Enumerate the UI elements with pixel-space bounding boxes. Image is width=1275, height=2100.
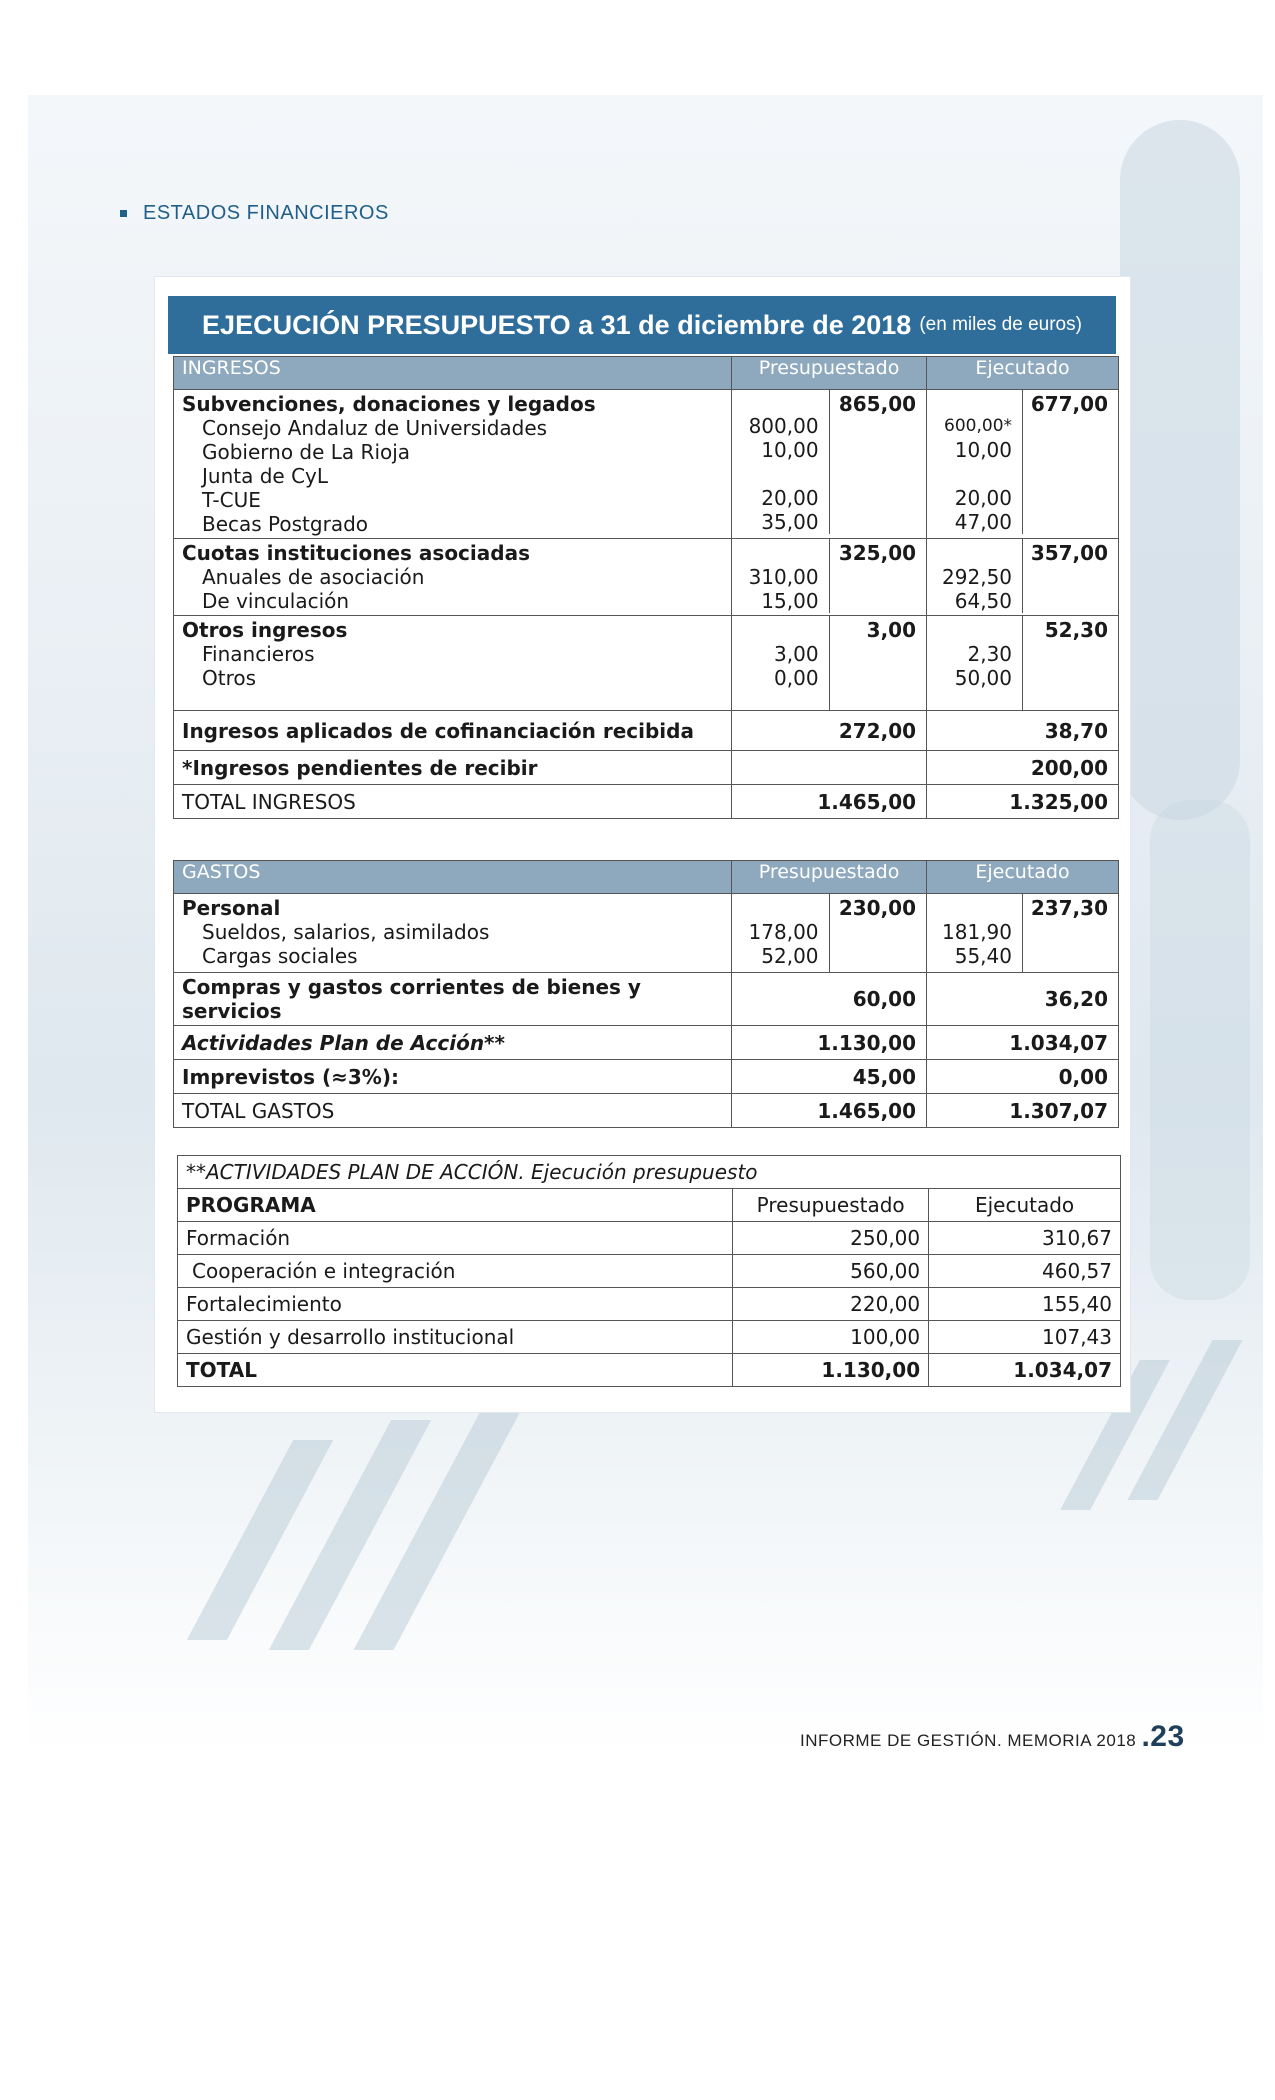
total-gastos-exec: 1.307,07: [927, 1094, 1119, 1128]
ingresos-group: [174, 390, 1119, 539]
line-item-label: Cargas sociales: [202, 944, 358, 968]
pendientes-label: *Ingresos pendientes de recibir: [174, 751, 732, 785]
line-item-label: Gobierno de La Rioja: [202, 440, 411, 464]
cofinanciacion-exec: 38,70: [927, 711, 1119, 751]
background-decoration: [1150, 800, 1250, 1300]
group-exec-cell: [927, 539, 1119, 616]
ingresos-header-budget: Presupuestado: [732, 357, 927, 390]
programa-budget: 560,00: [733, 1255, 929, 1288]
item-exec: 50,00: [954, 666, 1013, 690]
ingresos-header-row: [174, 357, 1119, 390]
ingresos-group: [174, 539, 1119, 616]
group-cell: [174, 616, 732, 711]
gastos-header-row: [174, 861, 1119, 894]
table-title-banner: [168, 296, 1116, 354]
group-total-exec: 52,30: [1044, 618, 1108, 642]
gastos-row-exec: 1.034,07: [927, 1026, 1119, 1060]
item-budget: 35,00: [761, 510, 819, 534]
programa-exec: 155,40: [929, 1288, 1121, 1321]
gastos-row-label: Actividades Plan de Acción**: [174, 1026, 732, 1060]
total-ingresos-budget: 1.465,00: [732, 785, 927, 819]
ingresos-header-label: INGRESOS: [174, 357, 732, 390]
item-exec: 2,30: [967, 642, 1013, 666]
item-budget: 0,00: [774, 666, 819, 690]
line-item-label: Financieros: [202, 642, 315, 666]
table-row: [178, 1288, 1121, 1321]
actividades-header-row: [178, 1189, 1121, 1222]
item-exec: 47,00: [954, 510, 1013, 534]
group-total-budget: 230,00: [838, 896, 917, 920]
table-row: [178, 1321, 1121, 1354]
group-cell: [174, 539, 732, 616]
item-exec: 64,50: [954, 589, 1013, 613]
bullet-icon: [120, 210, 127, 217]
programa-exec: 107,43: [929, 1321, 1121, 1354]
actividades-table: [177, 1155, 1121, 1387]
group-exec-cell: [927, 616, 1119, 711]
line-item-label: Becas Postgrado: [202, 512, 369, 536]
programa-exec: 460,57: [929, 1255, 1121, 1288]
exec-split: [927, 539, 1118, 613]
line-item-label: T-CUE: [202, 488, 261, 512]
line-item-label: Anuales de asociación: [202, 565, 425, 589]
budget-split: [732, 616, 926, 710]
group-exec-cell: [927, 894, 1119, 973]
items-budget-column: [732, 616, 829, 710]
item-budget: 52,00: [761, 944, 819, 968]
table-title: EJECUCIÓN PRESUPUESTO a 31 de diciembre de 2018: [202, 309, 912, 340]
actividades-total-row: [178, 1354, 1121, 1387]
total-ingresos-exec: 1.325,00: [927, 785, 1119, 819]
item-exec: [931, 462, 1012, 486]
background-decoration: [1120, 120, 1240, 820]
gastos-row-budget: 1.130,00: [732, 1026, 927, 1060]
programa-label: Formación: [178, 1222, 733, 1255]
item-budget: 20,00: [761, 486, 819, 510]
group-title: Otros ingresos: [182, 618, 348, 642]
exec-split: [927, 616, 1118, 710]
page-number: .23: [1141, 1720, 1185, 1753]
budget-split: [732, 539, 926, 613]
total-ingresos-label: TOTAL INGRESOS: [174, 785, 732, 819]
gastos-row-label: Imprevistos (≈3%):: [174, 1060, 732, 1094]
items-exec-column: [927, 390, 1022, 534]
item-exec: 292,50: [942, 565, 1013, 589]
item-budget: [736, 462, 818, 486]
line-item-label: Otros: [202, 666, 257, 690]
item-budget: 3,00: [774, 642, 819, 666]
total-gastos-budget: 1.465,00: [732, 1094, 927, 1128]
gastos-row-exec: 0,00: [927, 1060, 1119, 1094]
total-gastos-label: TOTAL GASTOS: [174, 1094, 732, 1128]
actividades-col-budget: Presupuestado: [733, 1189, 929, 1222]
item-exec: 10,00: [954, 438, 1013, 462]
group-cell: [174, 894, 732, 973]
programa-budget: 250,00: [733, 1222, 929, 1255]
group-title: Cuotas instituciones asociadas: [182, 541, 530, 565]
cofinanciacion-label: Ingresos aplicados de cofinanciación recibida: [174, 711, 732, 751]
group-total-exec: 237,30: [1030, 896, 1108, 920]
gastos-row-budget: 45,00: [732, 1060, 927, 1094]
budget-split: [732, 894, 926, 972]
item-exec: 55,40: [954, 944, 1012, 968]
gastos-header-budget: Presupuestado: [732, 861, 927, 894]
gastos-header-label: GASTOS: [174, 861, 732, 894]
group-title: Subvenciones, donaciones y legados: [182, 392, 596, 416]
gastos-row: [174, 1060, 1119, 1094]
items-budget-column: [732, 539, 829, 613]
gastos-table: [173, 860, 1119, 1128]
group-budget-cell: [732, 390, 927, 539]
items-exec-column: [927, 616, 1022, 710]
actividades-title-row: [178, 1156, 1121, 1189]
item-budget: 800,00: [748, 414, 819, 438]
items-budget-column: [732, 894, 829, 972]
item-budget: 15,00: [761, 589, 819, 613]
programa-budget: 220,00: [733, 1288, 929, 1321]
ingresos-table: [173, 356, 1119, 819]
page-footer: [800, 1720, 1185, 1754]
gastos-row-label: Compras y gastos corrientes de bienes y servicios: [174, 973, 732, 1026]
budget-split: [732, 390, 926, 534]
actividades-total-budget: 1.130,00: [733, 1354, 929, 1387]
group-budget-cell: [732, 539, 927, 616]
section-header-text: ESTADOS FINANCIEROS: [143, 202, 389, 224]
item-budget: 310,00: [748, 565, 819, 589]
actividades-total-exec: 1.034,07: [929, 1354, 1121, 1387]
ingresos-group: [174, 616, 1119, 711]
gastos-row: [174, 1026, 1119, 1060]
personal-group: [174, 894, 1119, 973]
pendientes-budget: [732, 751, 927, 785]
group-total-budget: 325,00: [838, 541, 917, 565]
programa-label: Fortalecimiento: [178, 1288, 733, 1321]
items-exec-column: [927, 539, 1022, 613]
pendientes-exec: 200,00: [927, 751, 1119, 785]
programa-budget: 100,00: [733, 1321, 929, 1354]
programa-label: Cooperación e integración: [178, 1255, 733, 1288]
group-budget-cell: [732, 616, 927, 711]
table-row: [178, 1255, 1121, 1288]
actividades-title: **ACTIVIDADES PLAN DE ACCIÓN. Ejecución presupuesto: [178, 1156, 1121, 1189]
section-header: [120, 202, 389, 225]
total-ingresos-row: [174, 785, 1119, 819]
group-total-exec: 677,00: [1030, 392, 1108, 416]
group-budget-cell: [732, 894, 927, 973]
line-item-label: Sueldos, salarios, asimilados: [202, 920, 490, 944]
exec-split: [927, 390, 1118, 534]
line-item-label: De vinculación: [202, 589, 350, 613]
items-exec-column: [927, 894, 1022, 972]
group-exec-cell: [927, 390, 1119, 539]
item-budget: 10,00: [761, 438, 819, 462]
cofinanciacion-row: [174, 711, 1119, 751]
exec-split: [927, 894, 1118, 972]
gastos-row-budget: 60,00: [732, 973, 927, 1026]
total-gastos-row: [174, 1094, 1119, 1128]
actividades-col-programa: PROGRAMA: [178, 1189, 733, 1222]
item-exec: 20,00: [954, 486, 1013, 510]
table-row: [178, 1222, 1121, 1255]
programa-exec: 310,67: [929, 1222, 1121, 1255]
pendientes-row: [174, 751, 1119, 785]
item-budget: 178,00: [748, 920, 819, 944]
item-exec: 600,00*: [944, 416, 1013, 436]
group-title: Personal: [182, 896, 281, 920]
actividades-col-exec: Ejecutado: [929, 1189, 1121, 1222]
ingresos-header-exec: Ejecutado: [927, 357, 1119, 390]
line-item-label: Consejo Andaluz de Universidades: [202, 416, 548, 440]
cofinanciacion-budget: 272,00: [732, 711, 927, 751]
actividades-total-label: TOTAL: [178, 1354, 733, 1387]
group-total-budget: 3,00: [866, 618, 917, 642]
item-exec: 181,90: [942, 920, 1012, 944]
group-total-exec: 357,00: [1030, 541, 1108, 565]
table-subtitle: (en miles de euros): [919, 314, 1082, 335]
items-budget-column: [732, 390, 829, 534]
programa-label: Gestión y desarrollo institucional: [178, 1321, 733, 1354]
group-cell: [174, 390, 732, 539]
group-total-budget: 865,00: [838, 392, 917, 416]
footer-text: INFORME DE GESTIÓN. MEMORIA 2018: [800, 1731, 1137, 1750]
gastos-row-exec: 36,20: [927, 973, 1119, 1026]
gastos-row: [174, 973, 1119, 1026]
line-item-label: Junta de CyL: [202, 464, 329, 488]
gastos-header-exec: Ejecutado: [927, 861, 1119, 894]
